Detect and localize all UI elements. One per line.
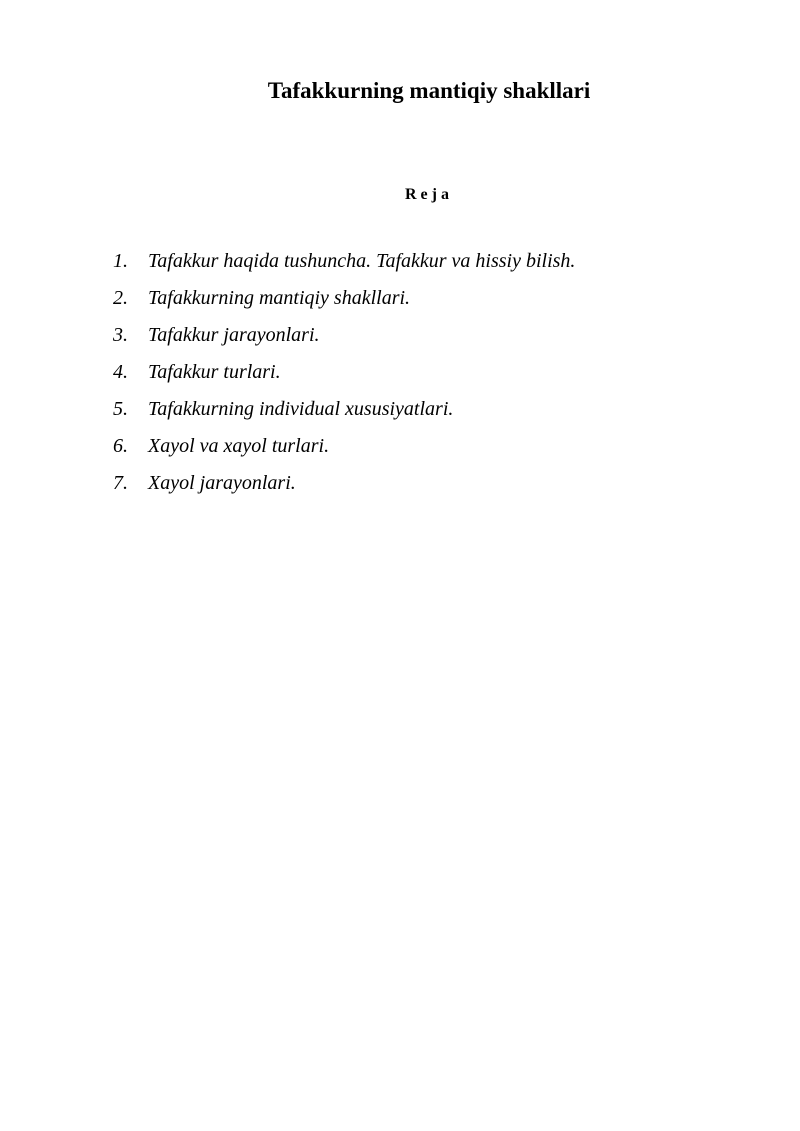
plan-item <box>113 470 753 507</box>
plan-item-number: 6. <box>113 435 128 457</box>
plan-item-number: 3. <box>113 324 128 346</box>
plan-item-number: 1. <box>113 250 128 272</box>
plan-item-text: Tafakkur jarayonlari. <box>148 324 320 346</box>
plan-item <box>113 433 753 470</box>
plan-item-number: 2. <box>113 287 128 309</box>
plan-item-number: 7. <box>113 472 128 494</box>
plan-item <box>113 396 753 433</box>
document-title: Tafakkurning mantiqiy shakllari <box>267 78 591 103</box>
plan-item <box>113 359 753 396</box>
plan-item-text: Xayol va xayol turlari. <box>148 435 330 457</box>
plan-item <box>113 248 753 285</box>
plan-item-text: Tafakkur haqida tushuncha. Tafakkur va hissiy bilish. <box>148 250 576 272</box>
plan-item <box>113 285 753 322</box>
plan-item-text: Tafakkurning individual xususiyatlari. <box>148 398 454 420</box>
plan-list <box>113 248 753 507</box>
plan-heading: Reja <box>405 186 453 203</box>
plan-item-number: 4. <box>113 361 128 383</box>
plan-item-number: 5. <box>113 398 128 420</box>
plan-item-text: Xayol jarayonlari. <box>148 472 296 494</box>
plan-item <box>113 322 753 359</box>
plan-item-text: Tafakkur turlari. <box>148 361 281 383</box>
plan-item-text: Tafakkurning mantiqiy shakllari. <box>148 287 411 309</box>
